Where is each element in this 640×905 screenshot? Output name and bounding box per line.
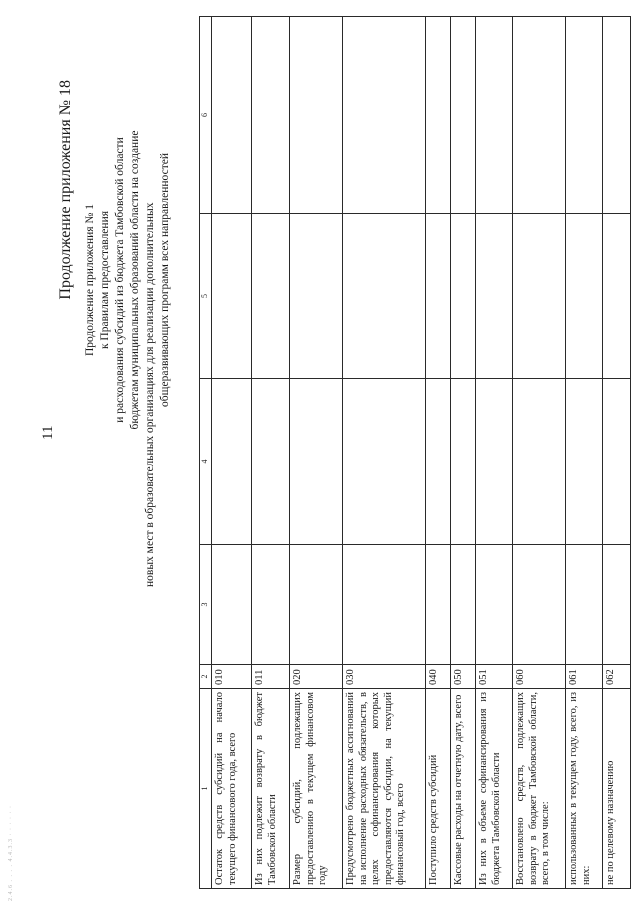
value-cell <box>566 545 603 665</box>
value-cell <box>290 545 343 665</box>
row-code: 050 <box>451 665 476 689</box>
value-cell <box>513 545 566 665</box>
value-cell <box>212 379 252 545</box>
value-cell <box>603 214 631 379</box>
row-code: 060 <box>513 665 566 689</box>
value-cell <box>451 545 476 665</box>
column-number: 6 <box>200 17 212 214</box>
row-name: Из них подлежит возврату в бюджет Тамбовской области <box>252 689 290 889</box>
row-name: не по целевому назначению <box>603 689 631 889</box>
row-name: Восстановлено средств, подлежащих возврату в бюджет Тамбовской области, всего, в том числе: <box>513 689 566 889</box>
row-name: Остаток средств субсидий на начало текущего финансового года, всего <box>212 689 252 889</box>
table-row <box>252 17 290 889</box>
value-cell <box>513 379 566 545</box>
table-row <box>513 17 566 889</box>
table-row <box>212 17 252 889</box>
value-cell <box>603 17 631 214</box>
value-cell <box>426 214 451 379</box>
subtitle-line: общеразвивающих программ всех направленностей <box>159 153 171 407</box>
report-table <box>199 16 631 889</box>
column-number: 3 <box>200 545 212 665</box>
column-number: 1 <box>200 689 212 889</box>
value-cell <box>212 17 252 214</box>
value-cell <box>252 379 290 545</box>
row-code: 030 <box>343 665 426 689</box>
row-name: Размер субсидий, подлежащих предоставлению в текущем финансовом году <box>290 689 343 889</box>
value-cell <box>566 214 603 379</box>
table-row <box>566 17 603 889</box>
value-cell <box>252 214 290 379</box>
margin-mark: 2.4.6 . . . . 4.4.3.3 · · · · · · <box>8 805 14 901</box>
table-row <box>343 17 426 889</box>
row-code: 062 <box>603 665 631 689</box>
table-row <box>603 17 631 889</box>
appendix-title: Продолжение приложения № 18 <box>57 80 74 300</box>
value-cell <box>451 17 476 214</box>
row-code: 020 <box>290 665 343 689</box>
subtitle-line: к Правилам предоставления <box>99 210 111 350</box>
value-cell <box>513 214 566 379</box>
appendix-subtitle <box>83 35 173 587</box>
row-name: Предусмотрено бюджетных ассигнований на исполнение расходных обязательств, в целях софинансирования которых предоставляются субсидии, на текущий финансовый год, всего <box>343 689 426 889</box>
column-number: 2 <box>200 665 212 689</box>
value-cell <box>476 214 513 379</box>
value-cell <box>603 379 631 545</box>
page-number: 11 <box>40 425 56 440</box>
value-cell <box>566 17 603 214</box>
value-cell <box>343 214 426 379</box>
value-cell <box>252 17 290 214</box>
value-cell <box>290 379 343 545</box>
table-row <box>451 17 476 889</box>
value-cell <box>603 545 631 665</box>
column-number-row <box>200 17 212 889</box>
value-cell <box>451 214 476 379</box>
row-name: использованных в текущем году, всего, из них: <box>566 689 603 889</box>
value-cell <box>426 379 451 545</box>
column-number: 4 <box>200 379 212 545</box>
table-row <box>290 17 343 889</box>
row-code: 051 <box>476 665 513 689</box>
value-cell <box>212 545 252 665</box>
value-cell <box>566 379 603 545</box>
value-cell <box>290 17 343 214</box>
row-code: 040 <box>426 665 451 689</box>
value-cell <box>252 545 290 665</box>
value-cell <box>476 17 513 214</box>
value-cell <box>343 379 426 545</box>
value-cell <box>476 545 513 665</box>
value-cell <box>343 545 426 665</box>
value-cell <box>476 379 513 545</box>
value-cell <box>513 17 566 214</box>
row-code: 010 <box>212 665 252 689</box>
value-cell <box>290 214 343 379</box>
value-cell <box>212 214 252 379</box>
value-cell <box>343 17 426 214</box>
value-cell <box>426 17 451 214</box>
row-name: Поступило средств субсидий <box>426 689 451 889</box>
subtitle-line: бюджетам муниципальных образований области на создание <box>129 130 141 430</box>
table-row <box>476 17 513 889</box>
subtitle-line: и расходования субсидий из бюджета Тамбовской области <box>114 137 126 423</box>
value-cell <box>426 545 451 665</box>
subtitle-line: Продолжение приложения № 1 <box>84 203 96 357</box>
column-number: 5 <box>200 214 212 379</box>
row-name: Кассовые расходы на отчетную дату, всего <box>451 689 476 889</box>
row-name: Из них в объеме софинансирования из бюджета Тамбовской области <box>476 689 513 889</box>
subtitle-line: новых мест в образовательных организациях для реализации дополнительных <box>144 202 156 587</box>
table-row <box>426 17 451 889</box>
row-code: 011 <box>252 665 290 689</box>
value-cell <box>451 379 476 545</box>
row-code: 061 <box>566 665 603 689</box>
